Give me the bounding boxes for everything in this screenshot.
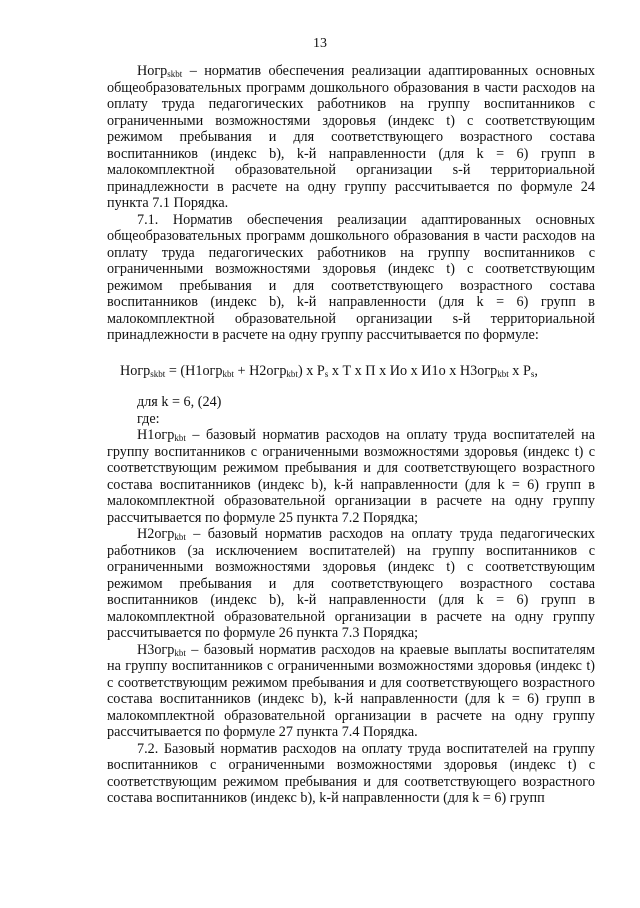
formula-n3-subscript: kbt <box>497 368 509 379</box>
definition-n2 <box>107 526 595 642</box>
formula-n1-subscript: kbt <box>222 368 234 379</box>
formula-n2-subscript: kbt <box>286 368 298 379</box>
formula-24 <box>120 363 595 380</box>
formula-condition: для k = 6, (24) <box>137 394 222 410</box>
symbol-nogr: Ногр <box>137 63 168 79</box>
where-label: где: <box>137 410 160 427</box>
symbol-n3ogr-subscript: kbt <box>174 647 186 658</box>
symbol-n2ogr-subscript: kbt <box>174 532 186 542</box>
paragraph-7-2: 7.2. Базовый норматив расходов на оплату труда воспитателей на группу воспитанников с ограниченными возможностями здоровья (индекс t) с соответствующим режимом пребывания и для соответствующего возрастного состава воспитанников (индекс b), k-й направленности (для k = 6) групп <box>107 740 595 806</box>
paragraph-7-1: 7.1. Норматив обеспечения реализации адаптированных основных общеобразовательных программ дошкольного образования в части расходов на оплату труда педагогических работников на группу воспитанников с ограниченными возможностями здоровья (индекс t) с соответствующим режимом пребывания и для соответствующего возрастного состава воспитанников (индекс b), k-й направленности (для k = 6) групп в малокомплектной образовательной организации s-й территориальной принадлежности в расчете на одну группу рассчитывается по формуле: <box>107 211 595 343</box>
formula-lhs: Ногр <box>120 362 151 379</box>
formula-ps-subscript: s <box>324 368 329 379</box>
paragraph-intro-text: – норматив обеспечения реализации адаптированных основных общеобразовательных программ дошкольного образования в части расходов на оплату труда педагогических работников на группу воспитанников с ограниченными возможностями здоровья (индекс t) с соответствующим режимом пребывания и для соответствующего возрастного состава воспитанников (индекс b), k-й направленности (для k = 6) групп в малокомплектной образовательной организации s-й территориальной принадлежности в расчете на одну группу рассчитывается по формуле 24 пункта 7.1 Порядка. <box>107 63 595 211</box>
symbol-n2ogr: Н2огр <box>137 526 175 542</box>
symbol-n3ogr: Н3огр <box>137 641 175 658</box>
formula-eq: = (Н1огр <box>165 362 223 379</box>
definition-n1 <box>107 427 595 526</box>
page-number: 13 <box>313 36 327 51</box>
symbol-n1ogr-subscript: kbt <box>174 433 186 443</box>
symbol-nogr-subscript: skbt <box>167 69 183 79</box>
formula-end-comma: , <box>534 362 538 379</box>
formula-mid: ) х P <box>297 362 325 379</box>
definition-n1-text: – базовый норматив расходов на оплату труда воспитателей на группу воспитанников с ограниченными возможностями здоровья (индекс t) с соответствующим режимом пребывания и для соответствующего возрастного состава воспитанников (индекс b), k-й направленности (для k = 6) групп в малокомплектной образовательной организации в расчете на одну группу рассчитывается по формуле 25 пункта 7.2 Порядка; <box>107 427 595 526</box>
definition-n3-text: – базовый норматив расходов на краевые выплаты воспитателям на группу воспитанников с ограниченными возможностями здоровья (индекс t) с соответствующим режимом пребывания и для соответствующего возрастного состава воспитанников (индекс b), k-й направленности (для k = 6) групп в малокомплектной образовательной организации в расчете на одну группу рассчитывается по формуле 27 пункта 7.4 Порядка. <box>107 641 595 740</box>
symbol-n1ogr: Н1огр <box>137 427 175 443</box>
formula-end-subscript: s <box>530 368 535 379</box>
definition-n2-text: – базовый норматив расходов на оплату труда педагогических работников (за исключением воспитателей) на группу воспитанников с ограниченными возможностями здоровья (индекс t) с соответствующим режимом пребывания и для соответствующего возрастного состава воспитанников (индекс b), k-й направленности (для k = 6) групп в малокомплектной образовательной организации в расчете на одну группу рассчитывается по формуле 26 пункта 7.3 Порядка; <box>107 526 595 641</box>
paragraph-intro <box>107 63 595 212</box>
formula-tail: х Т х П х Ио х И1о х Н3огр <box>328 362 498 379</box>
definition-n3 <box>107 642 595 741</box>
document-body <box>107 63 595 807</box>
formula-end: х P <box>508 362 531 379</box>
formula-lhs-subscript: skbt <box>150 368 166 379</box>
formula-plus: + Н2огр <box>233 362 287 379</box>
